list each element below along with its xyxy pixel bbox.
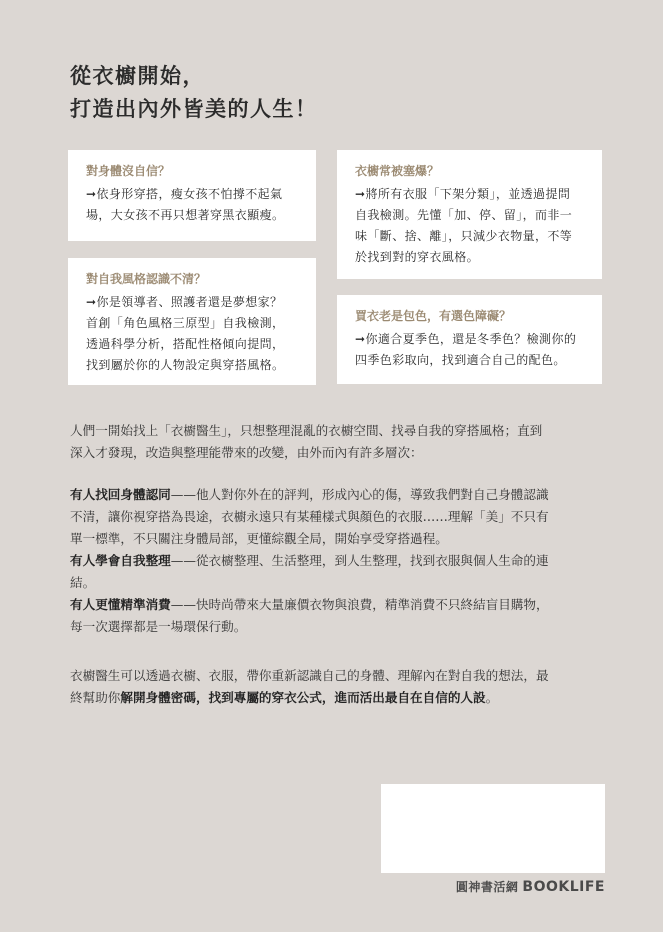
benefit-heading: 有人更懂精準消費 bbox=[70, 597, 171, 612]
paragraph-line bbox=[70, 687, 610, 709]
card-line: ➞依身形穿搭，瘦女孩不怕撐不起氣 bbox=[86, 187, 283, 201]
benefit-heading: 有人學會自我整理 bbox=[70, 553, 171, 568]
card-line: ➞你適合夏季色，還是冬季色？檢測你的 bbox=[355, 332, 577, 346]
paragraph-line bbox=[70, 484, 610, 506]
paragraph-line: 單一標準，不只關注身體局部，更懂綜觀全局，開始享受穿搭過程。 bbox=[70, 531, 448, 546]
publisher-name-english: BOOKLIFE bbox=[522, 879, 605, 895]
paragraph-line: 不清，讓你視穿搭為畏途，衣櫥永遠只有某種樣式與顏色的衣服……理解「美」不只有 bbox=[70, 509, 549, 524]
headline-line-1: 從衣櫥開始， bbox=[70, 64, 205, 88]
card-title: 對身體沒自信？ bbox=[86, 164, 171, 178]
card-line: 四季色彩取向，找到適合自己的配色。 bbox=[355, 353, 566, 367]
card-line: 首創「角色風格三原型」自我檢測， bbox=[86, 316, 285, 330]
card-line: ➞你是領導者、照護者還是夢想家？ bbox=[86, 295, 283, 309]
card-closet-overflow bbox=[337, 150, 602, 279]
paragraph-line: 衣櫥醫生可以透過衣櫥、衣服，帶你重新認識自己的身體、理解內在對自我的想法，最 bbox=[70, 668, 549, 683]
card-body bbox=[86, 184, 300, 226]
paragraph-line: 人們一開始找上「衣櫥醫生」，只想整理混亂的衣櫥空間、找尋自我的穿搭風格；直到 bbox=[70, 423, 543, 438]
benefits-list bbox=[70, 484, 610, 638]
publisher-logo bbox=[0, 878, 605, 895]
card-body-confidence bbox=[68, 150, 316, 241]
card-line: 找到屬於你的人物設定與穿搭風格。 bbox=[86, 358, 285, 372]
headline bbox=[70, 60, 570, 126]
card-body bbox=[86, 292, 300, 376]
benefit-text: ——快時尚帶來大量廉價衣物與浪費，精準消費不只終結盲目購物， bbox=[170, 597, 549, 612]
card-title: 買衣老是包色，有選色障礙？ bbox=[355, 309, 512, 323]
intro-paragraph bbox=[70, 420, 610, 464]
card-title: 對自我風格認識不清？ bbox=[86, 272, 207, 286]
publisher-name-chinese: 圓神書活網 bbox=[455, 880, 519, 894]
benefit-item bbox=[70, 594, 610, 638]
blank-label-box bbox=[381, 784, 605, 873]
benefit-item bbox=[70, 484, 610, 550]
headline-line-2: 打造出內外皆美的人生！ bbox=[70, 97, 318, 121]
card-line: ➞將所有衣服「下架分類」，並透過提問 bbox=[355, 187, 571, 201]
card-body bbox=[355, 184, 586, 268]
paragraph-line: 每一次選擇都是一場環保行動。 bbox=[70, 619, 247, 634]
benefit-item bbox=[70, 550, 610, 594]
paragraph-line: 結。 bbox=[70, 575, 96, 590]
benefit-heading: 有人找回身體認同 bbox=[70, 487, 171, 502]
card-line: 於找到對的穿衣風格。 bbox=[355, 250, 480, 264]
paragraph-line bbox=[70, 550, 610, 572]
closing-emphasis: 解開身體密碼，找到專屬的穿衣公式，進而活出最自在自信的人設 bbox=[120, 690, 486, 705]
card-style-identity bbox=[68, 258, 316, 385]
card-body bbox=[355, 329, 586, 371]
paragraph-line bbox=[70, 594, 610, 616]
card-line: 透過科學分析，搭配性格傾向提問， bbox=[86, 337, 285, 351]
benefit-text: ——從衣櫥整理、生活整理，到人生整理，找到衣服與個人生命的連 bbox=[170, 553, 549, 568]
closing-text-end: 。 bbox=[485, 690, 499, 705]
card-line: 場，大女孩不再只想著穿黑衣顯瘦。 bbox=[86, 208, 285, 222]
card-line: 自我檢測。先懂「加、停、留」，而非一 bbox=[355, 208, 573, 222]
paragraph-line: 深入才發現，改造與整理能帶來的改變，由外而內有許多層次： bbox=[70, 445, 423, 460]
closing-paragraph bbox=[70, 665, 610, 709]
card-title: 衣櫥常被塞爆？ bbox=[355, 164, 440, 178]
card-line: 味「斷、捨、離」，只減少衣物量，不等 bbox=[355, 229, 573, 243]
benefit-text: ——他人對你外在的評判，形成內心的傷，導致我們對自己身體認識 bbox=[170, 487, 549, 502]
closing-text: 終幫助你 bbox=[70, 690, 121, 705]
card-color-choice bbox=[337, 295, 602, 384]
